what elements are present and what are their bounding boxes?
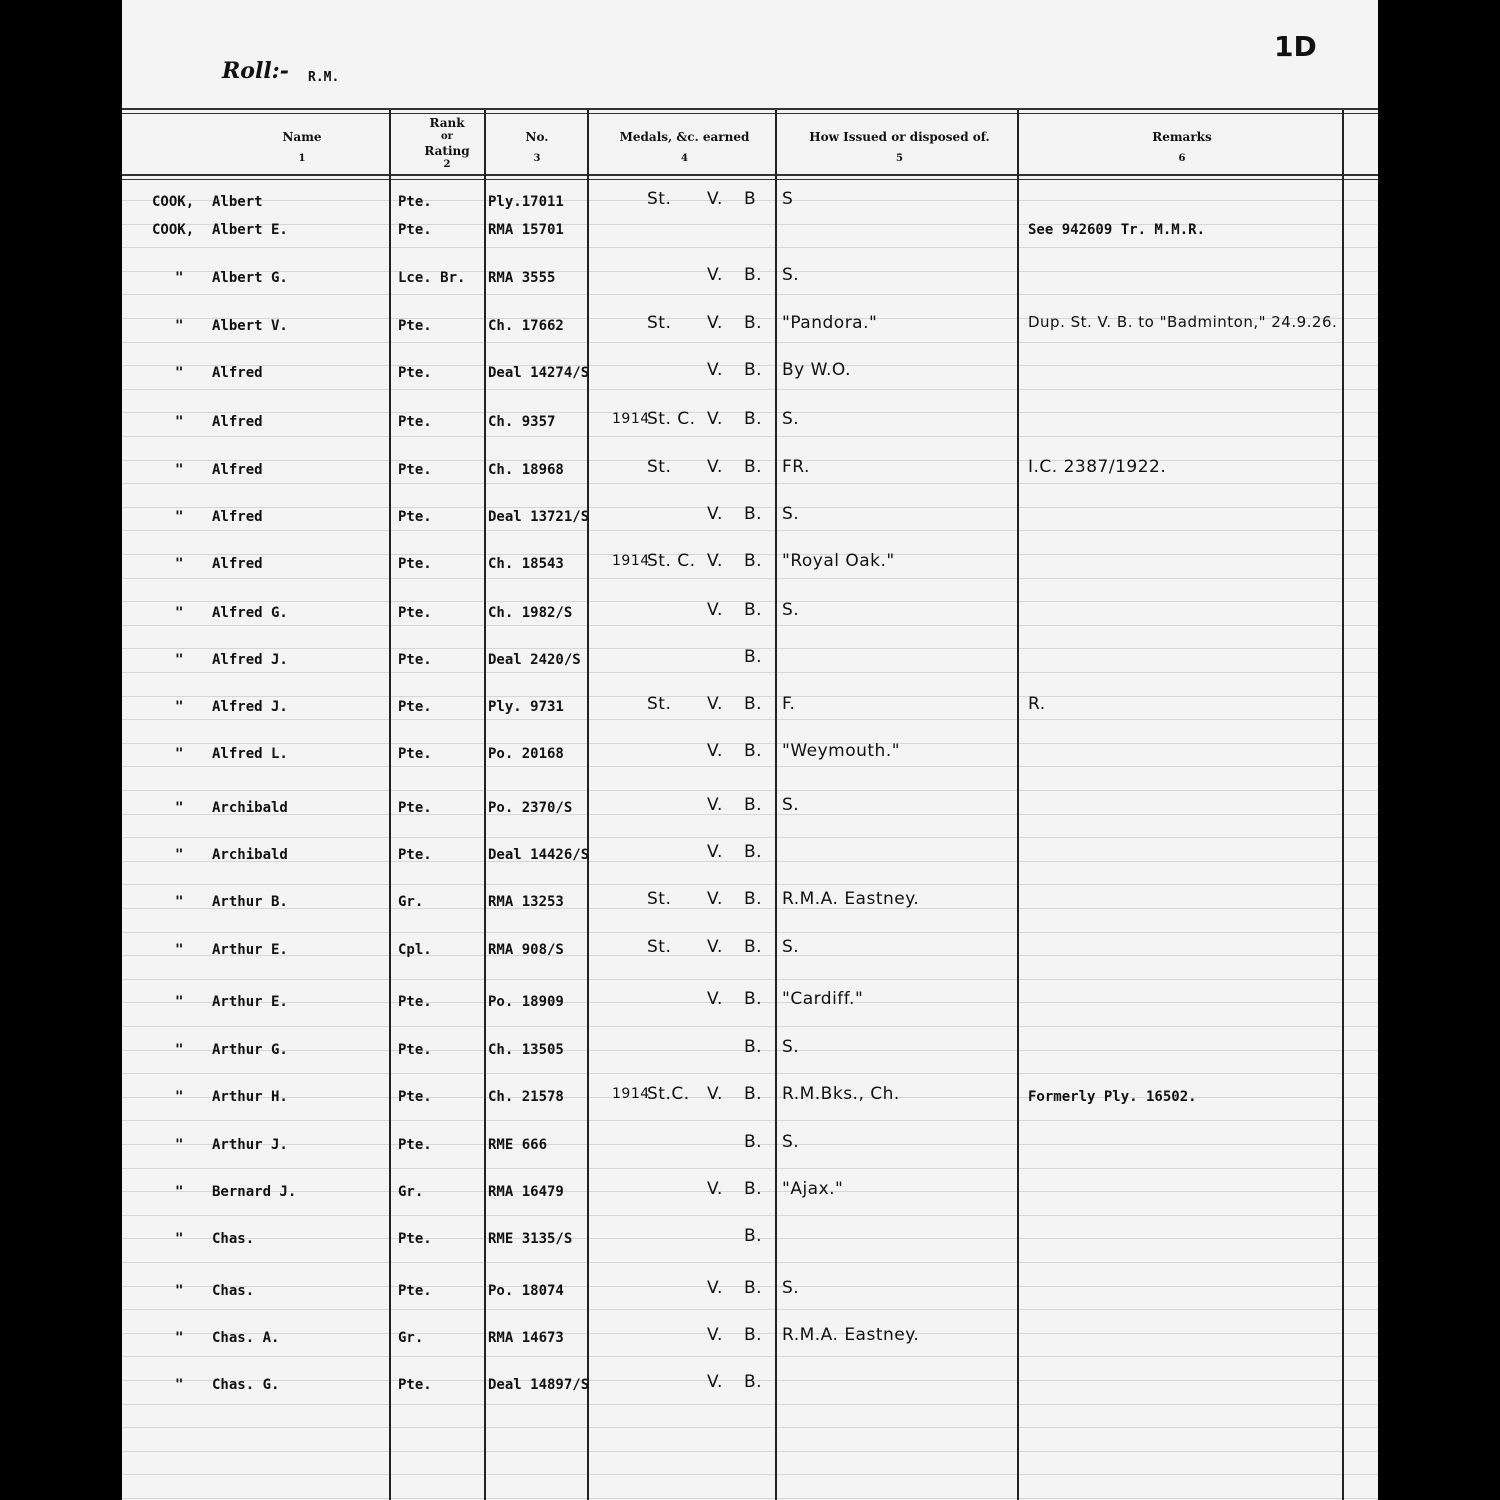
entry-service-number: Po. 18074: [488, 1283, 564, 1299]
entry-ditto-mark: ": [175, 1330, 184, 1346]
entry-medal-star: St.: [647, 313, 672, 333]
entry-medal-victory: V.: [707, 504, 723, 524]
roll-value: R.M.: [308, 70, 340, 85]
entry-rank: Pte.: [398, 746, 432, 762]
header-top-rule-inner: [122, 113, 1378, 114]
entry-ditto-mark: ": [175, 1283, 184, 1299]
entry-medal-victory: V.: [707, 1084, 723, 1104]
entry-ditto-mark: ": [175, 1184, 184, 1200]
entry-ditto-mark: ": [175, 800, 184, 816]
ruling-line: [122, 1356, 1378, 1357]
ruling-line: [122, 1073, 1378, 1074]
entry-forename: Albert: [212, 194, 263, 210]
entry-forename: Albert E.: [212, 222, 288, 238]
entry-rank: Pte.: [398, 462, 432, 478]
ruling-line: [122, 884, 1378, 885]
entry-forename: Arthur B.: [212, 894, 288, 910]
entry-forename: Alfred: [212, 414, 263, 430]
entry-ditto-mark: ": [175, 462, 184, 478]
entry-service-number: Ply. 9731: [488, 699, 564, 715]
entry-ditto-mark: ": [175, 894, 184, 910]
entry-service-number: Ch. 9357: [488, 414, 556, 430]
ruling-line: [122, 719, 1378, 720]
entry-ditto-mark: ": [175, 699, 184, 715]
entry-medal-victory: V.: [707, 741, 723, 761]
entry-how-issued: "Weymouth.": [782, 741, 901, 761]
entry-how-issued: S: [782, 189, 794, 209]
entry-service-number: Ch. 13505: [488, 1042, 564, 1058]
entry-ditto-mark: ": [175, 652, 184, 668]
col-header-name: Name 1: [282, 130, 322, 164]
ruling-line: [122, 247, 1378, 248]
entry-ditto-mark: ": [175, 1377, 184, 1393]
entry-medal-victory: V.: [707, 1372, 723, 1392]
entry-ditto-mark: ": [175, 1137, 184, 1153]
entry-medal-star: St.: [647, 694, 672, 714]
entry-how-issued: R.M.A. Eastney.: [782, 889, 920, 909]
entry-service-number: RMA 3555: [488, 270, 556, 286]
entry-how-issued: "Cardiff.": [782, 989, 864, 1009]
entry-ditto-mark: ": [175, 509, 184, 525]
entry-ditto-mark: ": [175, 318, 184, 334]
entry-rank: Pte.: [398, 699, 432, 715]
header-bottom-rule: [122, 174, 1378, 176]
entry-service-number: RMA 16479: [488, 1184, 564, 1200]
entry-service-number: Deal 2420/S: [488, 652, 581, 668]
entry-rank: Pte.: [398, 1377, 432, 1393]
ruling-line: [122, 294, 1378, 295]
entry-medal-british-war: B.: [744, 313, 763, 333]
entry-service-number: Deal 14897/S: [488, 1377, 590, 1393]
entry-rank: Pte.: [398, 556, 432, 572]
entry-rank: Gr.: [398, 1330, 424, 1346]
entry-forename: Alfred: [212, 462, 263, 478]
entry-medal-victory: V.: [707, 189, 723, 209]
column-divider: [1017, 110, 1019, 1500]
entry-ditto-mark: ": [175, 414, 184, 430]
entry-forename: Chas. G.: [212, 1377, 280, 1393]
page-number: 1D: [1274, 30, 1317, 63]
entry-medal-british-war: B.: [744, 1278, 763, 1298]
entry-forename: Chas.: [212, 1231, 255, 1247]
entry-surname: COOK,: [152, 194, 195, 210]
entry-medal-british-war: B.: [744, 265, 763, 285]
entry-service-number: Deal 14274/S: [488, 365, 590, 381]
column-divider: [484, 110, 486, 1500]
ruling-line: [122, 1262, 1378, 1263]
entry-rank: Pte.: [398, 1283, 432, 1299]
entry-medal-british-war: B.: [744, 647, 763, 667]
entry-forename: Alfred J.: [212, 652, 288, 668]
entry-service-number: Ch. 1982/S: [488, 605, 573, 621]
entry-medal-victory: V.: [707, 694, 723, 714]
entry-ditto-mark: ": [175, 1089, 184, 1105]
ruling-line: [122, 625, 1378, 626]
entry-how-issued: "Ajax.": [782, 1179, 844, 1199]
entry-rank: Pte.: [398, 222, 432, 238]
entry-forename: Arthur J.: [212, 1137, 288, 1153]
ruling-line: [122, 1498, 1378, 1499]
entry-service-number: Ply.17011: [488, 194, 564, 210]
entry-forename: Albert G.: [212, 270, 288, 286]
ruling-line: [122, 578, 1378, 579]
entry-forename: Chas. A.: [212, 1330, 280, 1346]
entry-service-number: Po. 20168: [488, 746, 564, 762]
roll-label: Roll:-: [222, 58, 289, 84]
ruling-line: [122, 530, 1378, 531]
entry-service-number: RMA 15701: [488, 222, 564, 238]
entry-remarks: I.C. 2387/1922.: [1028, 457, 1167, 477]
entry-how-issued: By W.O.: [782, 360, 851, 380]
entry-how-issued: S.: [782, 795, 800, 815]
entry-medal-star: St.: [647, 937, 672, 957]
column-divider: [1342, 110, 1344, 1500]
entry-medal-british-war: B: [744, 189, 757, 209]
entry-medal-british-war: B.: [744, 889, 763, 909]
entry-medal-british-war: B.: [744, 741, 763, 761]
entry-forename: Arthur E.: [212, 994, 288, 1010]
entry-how-issued: FR.: [782, 457, 810, 477]
ruling-line: [122, 1168, 1378, 1169]
ruling-line: [122, 766, 1378, 767]
ruling-line: [122, 342, 1378, 343]
entry-forename: Bernard J.: [212, 1184, 297, 1200]
entry-rank: Gr.: [398, 894, 424, 910]
entry-how-issued: S.: [782, 409, 800, 429]
entry-medal-star: St.C.: [647, 1084, 690, 1104]
entry-medal-victory: V.: [707, 989, 723, 1009]
column-divider: [389, 110, 391, 1500]
entry-medal-british-war: B.: [744, 1372, 763, 1392]
entry-medal-british-war: B.: [744, 1325, 763, 1345]
entry-medal-star: St.: [647, 889, 672, 909]
ruling-line: [122, 1451, 1378, 1452]
entry-rank: Pte.: [398, 800, 432, 816]
entry-how-issued: R.M.A. Eastney.: [782, 1325, 920, 1345]
entry-surname: COOK,: [152, 222, 195, 238]
entry-medal-british-war: B.: [744, 360, 763, 380]
entry-medal-1914: 1914: [612, 1086, 650, 1102]
ruling-line: [122, 436, 1378, 437]
entry-ditto-mark: ": [175, 994, 184, 1010]
entry-medal-british-war: B.: [744, 1179, 763, 1199]
entry-medal-star: St.: [647, 189, 672, 209]
entry-medal-1914: 1914: [612, 553, 650, 569]
entry-ditto-mark: ": [175, 270, 184, 286]
entry-how-issued: S.: [782, 937, 800, 957]
entry-medal-victory: V.: [707, 600, 723, 620]
entry-rank: Pte.: [398, 1137, 432, 1153]
entry-medal-british-war: B.: [744, 504, 763, 524]
entry-forename: Archibald: [212, 800, 288, 816]
entry-rank: Pte.: [398, 605, 432, 621]
entry-service-number: RMA 908/S: [488, 942, 564, 958]
entry-service-number: Ch. 18543: [488, 556, 564, 572]
entry-service-number: RME 666: [488, 1137, 548, 1153]
entry-medal-victory: V.: [707, 1179, 723, 1199]
entry-remarks: See 942609 Tr. M.M.R.: [1028, 222, 1206, 238]
entry-remarks: Formerly Ply. 16502.: [1028, 1089, 1197, 1105]
entry-how-issued: S.: [782, 1037, 800, 1057]
entry-service-number: Po. 18909: [488, 994, 564, 1010]
entry-ditto-mark: ": [175, 605, 184, 621]
entry-rank: Pte.: [398, 1231, 432, 1247]
entry-how-issued: "Royal Oak.": [782, 551, 895, 571]
ruling-line: [122, 1215, 1378, 1216]
entry-medal-victory: V.: [707, 409, 723, 429]
ruling-line: [122, 672, 1378, 673]
entry-medal-british-war: B.: [744, 937, 763, 957]
ruling-line: [122, 979, 1378, 980]
entry-how-issued: S.: [782, 1132, 800, 1152]
entry-medal-british-war: B.: [744, 1084, 763, 1104]
entry-medal-victory: V.: [707, 795, 723, 815]
ruling-line: [122, 1474, 1378, 1475]
entry-medal-british-war: B.: [744, 409, 763, 429]
entry-ditto-mark: ": [175, 847, 184, 863]
entry-forename: Alfred: [212, 365, 263, 381]
entry-service-number: Deal 13721/S: [488, 509, 590, 525]
entry-forename: Alfred: [212, 509, 263, 525]
col-header-issued: How Issued or disposed of. 5: [809, 130, 990, 164]
entry-medal-british-war: B.: [744, 600, 763, 620]
ruling-line: [122, 483, 1378, 484]
ruling-line: [122, 790, 1378, 791]
entry-how-issued: S.: [782, 600, 800, 620]
ruling-line: [122, 1427, 1378, 1428]
entry-medal-victory: V.: [707, 889, 723, 909]
entry-medal-british-war: B.: [744, 1226, 763, 1246]
entry-medal-star: St. C.: [647, 409, 696, 429]
entry-medal-british-war: B.: [744, 1037, 763, 1057]
entry-how-issued: S.: [782, 265, 800, 285]
roll-sheet: [122, 0, 1378, 1500]
entry-medal-victory: V.: [707, 1325, 723, 1345]
entry-medal-victory: V.: [707, 1278, 723, 1298]
ruling-line: [122, 389, 1378, 390]
entry-medal-victory: V.: [707, 842, 723, 862]
entry-rank: Pte.: [398, 847, 432, 863]
col-header-number: No. 3: [525, 130, 549, 164]
entry-how-issued: S.: [782, 504, 800, 524]
entry-medal-british-war: B.: [744, 1132, 763, 1152]
entry-forename: Archibald: [212, 847, 288, 863]
ruling-line: [122, 932, 1378, 933]
column-divider: [587, 110, 589, 1500]
ruling-line: [122, 837, 1378, 838]
ruling-line: [122, 1404, 1378, 1405]
entry-forename: Alfred L.: [212, 746, 288, 762]
entry-forename: Arthur G.: [212, 1042, 288, 1058]
entry-forename: Alfred G.: [212, 605, 288, 621]
ruling-line: [122, 1120, 1378, 1121]
entry-medal-victory: V.: [707, 313, 723, 333]
entry-service-number: Ch. 21578: [488, 1089, 564, 1105]
entry-rank: Pte.: [398, 994, 432, 1010]
entry-rank: Pte.: [398, 318, 432, 334]
header-top-rule: [122, 108, 1378, 110]
entry-rank: Pte.: [398, 509, 432, 525]
entry-medal-british-war: B.: [744, 842, 763, 862]
entry-medal-british-war: B.: [744, 457, 763, 477]
entry-service-number: Ch. 17662: [488, 318, 564, 334]
entry-rank: Pte.: [398, 365, 432, 381]
entry-service-number: Deal 14426/S: [488, 847, 590, 863]
entry-service-number: RMA 13253: [488, 894, 564, 910]
entry-medal-star: St.: [647, 457, 672, 477]
entry-medal-british-war: B.: [744, 551, 763, 571]
entry-ditto-mark: ": [175, 942, 184, 958]
entry-medal-1914: 1914: [612, 411, 650, 427]
entry-service-number: Po. 2370/S: [488, 800, 573, 816]
entry-rank: Lce. Br.: [398, 270, 466, 286]
entry-medal-victory: V.: [707, 937, 723, 957]
entry-ditto-mark: ": [175, 556, 184, 572]
column-divider: [775, 110, 777, 1500]
col-header-rank: Rank or Rating 2: [424, 116, 470, 170]
entry-rank: Pte.: [398, 1089, 432, 1105]
entry-forename: Chas.: [212, 1283, 255, 1299]
entry-service-number: RME 3135/S: [488, 1231, 573, 1247]
entry-rank: Pte.: [398, 652, 432, 668]
entry-rank: Pte.: [398, 1042, 432, 1058]
entry-medal-victory: V.: [707, 360, 723, 380]
col-header-medals: Medals, &c. earned 4: [619, 130, 750, 164]
entry-remarks: Dup. St. V. B. to "Badminton," 24.9.26.: [1028, 313, 1338, 331]
entry-medal-victory: V.: [707, 551, 723, 571]
entry-medal-victory: V.: [707, 265, 723, 285]
entry-ditto-mark: ": [175, 1231, 184, 1247]
ruling-line: [122, 1309, 1378, 1310]
header-bottom-rule-inner: [122, 179, 1378, 180]
entry-how-issued: "Pandora.": [782, 313, 878, 333]
entry-medal-star: St. C.: [647, 551, 696, 571]
ruling-line: [122, 1026, 1378, 1027]
entry-forename: Arthur E.: [212, 942, 288, 958]
entry-medal-british-war: B.: [744, 795, 763, 815]
entry-rank: Pte.: [398, 194, 432, 210]
entry-rank: Cpl.: [398, 942, 432, 958]
entry-how-issued: S.: [782, 1278, 800, 1298]
entry-medal-british-war: B.: [744, 989, 763, 1009]
entry-forename: Alfred: [212, 556, 263, 572]
entry-service-number: RMA 14673: [488, 1330, 564, 1346]
entry-rank: Gr.: [398, 1184, 424, 1200]
entry-forename: Alfred J.: [212, 699, 288, 715]
entry-remarks: R.: [1028, 694, 1046, 714]
entry-rank: Pte.: [398, 414, 432, 430]
entry-forename: Albert V.: [212, 318, 288, 334]
entry-medal-british-war: B.: [744, 694, 763, 714]
entry-ditto-mark: ": [175, 365, 184, 381]
entry-ditto-mark: ": [175, 746, 184, 762]
entry-how-issued: F.: [782, 694, 796, 714]
entry-forename: Arthur H.: [212, 1089, 288, 1105]
entry-medal-victory: V.: [707, 457, 723, 477]
entry-how-issued: R.M.Bks., Ch.: [782, 1084, 900, 1104]
entry-ditto-mark: ": [175, 1042, 184, 1058]
col-header-remarks: Remarks 6: [1152, 130, 1212, 164]
entry-service-number: Ch. 18968: [488, 462, 564, 478]
